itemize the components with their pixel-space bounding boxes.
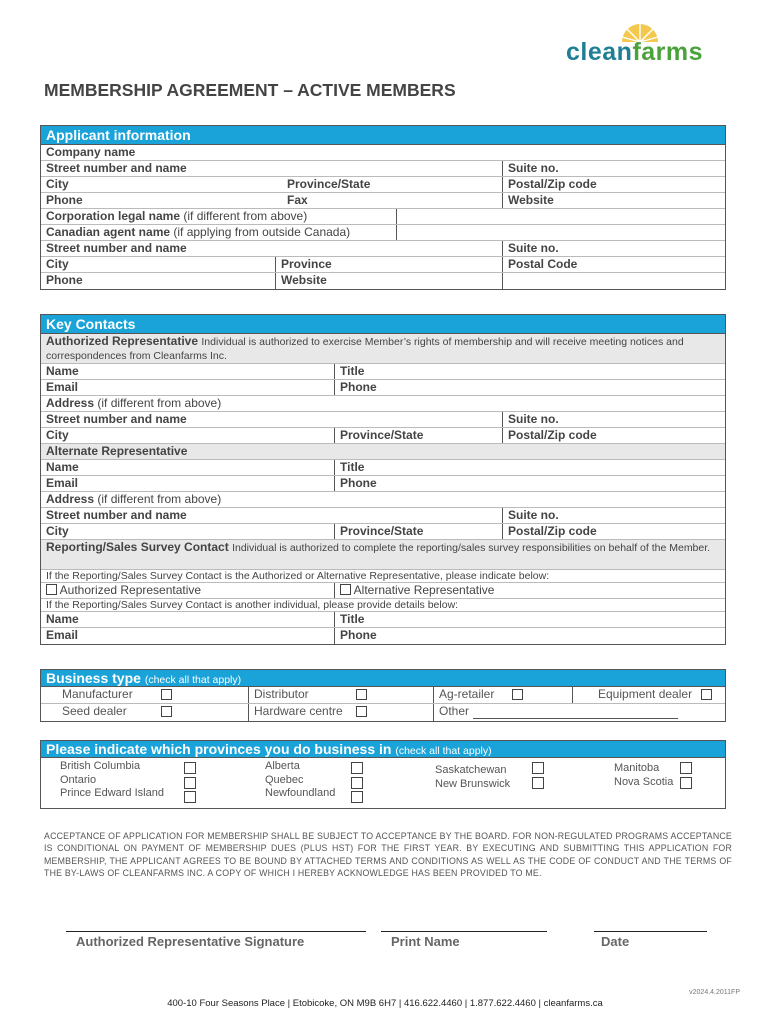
survey-header <box>41 540 725 570</box>
corp-legal-row[interactable] <box>41 209 725 225</box>
print-name-label: Print Name <box>391 934 460 949</box>
website2-field-end <box>502 273 508 289</box>
opt-authorized[interactable]: Authorized Representative <box>41 583 201 598</box>
cdn-agent-label: Canadian agent name (if applying from outside Canada) <box>46 225 351 239</box>
prov-col-4: Manitoba Nova Scotia <box>614 762 674 788</box>
ontario-checkbox[interactable] <box>184 777 196 789</box>
survey-email-row[interactable]: Email Phone <box>46 628 377 642</box>
street-row[interactable] <box>41 161 725 177</box>
auth-rep-header <box>41 334 725 364</box>
survey-options-row <box>41 583 725 599</box>
company-name-row[interactable] <box>41 145 725 161</box>
quebec-checkbox[interactable] <box>351 777 363 789</box>
signature-line[interactable] <box>66 931 366 933</box>
page-title: MEMBERSHIP AGREEMENT – ACTIVE MEMBERS <box>44 80 456 100</box>
prov-col-1: British Columbia Ontario Prince Edward Island <box>60 760 164 799</box>
corp-legal-label: Corporation legal name (if different from above) <box>46 209 308 223</box>
city2-label: City <box>46 257 69 271</box>
city-row[interactable] <box>41 177 725 193</box>
prov-col-2: Alberta Quebec Newfoundland <box>265 760 336 799</box>
cdn-agent-row[interactable] <box>41 225 725 241</box>
seed-dealer-checkbox[interactable] <box>161 706 172 717</box>
key-contacts-section <box>40 314 726 645</box>
survey-name-row[interactable]: Name Title <box>41 612 725 628</box>
auth-rep-desc: Individual is authorized to exercise Member’s rights of membership and will receive meeting notices and correspondences from Cleanfarms Inc. <box>46 336 684 362</box>
survey-label: Reporting/Sales Survey Contact <box>46 540 229 554</box>
prov-col-1-boxes <box>184 762 196 806</box>
alt-email-row[interactable]: Email Phone <box>41 476 725 492</box>
auth-street-row[interactable]: Street number and name Suite no. <box>41 412 725 428</box>
city-label: City <box>46 177 69 191</box>
business-type-heading: Business type (check all that apply) <box>41 670 725 687</box>
footer-address: 400-10 Four Seasons Place | Etobicoke, ON M9B 6H7 | 416.622.4460 | 1.877.622.4460 | cleanfarms.ca <box>167 998 603 1009</box>
date-line[interactable] <box>594 931 707 933</box>
ag-retailer-checkbox[interactable] <box>512 689 523 700</box>
survey-if-other-row: If the Reporting/Sales Survey Contact is another individual, please provide details below: <box>41 599 725 612</box>
phone2-label: Phone <box>46 273 83 287</box>
distributor-checkbox[interactable] <box>356 689 367 700</box>
street2-label: Street number and name <box>46 241 187 255</box>
authorized-rep-checkbox[interactable] <box>46 584 57 595</box>
print-name-line[interactable] <box>381 931 547 933</box>
prov-col-4-boxes <box>680 762 692 791</box>
prov-col-2-boxes <box>351 762 363 806</box>
auth-email-row[interactable]: Email Phone <box>41 380 725 396</box>
auth-name-row[interactable]: Name Title <box>41 364 725 380</box>
newfoundland-checkbox[interactable] <box>351 791 363 803</box>
website-label: Website <box>502 193 554 208</box>
provinces-section <box>40 740 726 809</box>
suite-label: Suite no. <box>502 161 559 176</box>
date-label: Date <box>601 934 630 949</box>
logo-wordmark: cleanfarms <box>566 38 704 66</box>
fax-label: Fax <box>287 193 308 207</box>
business-type-section <box>40 669 726 722</box>
auth-rep-label: Authorized Representative <box>46 334 199 348</box>
provinces-heading: Please indicate which provinces you do business in (check all that apply) <box>41 741 725 758</box>
version-code: v2024.4.2011FP <box>689 989 740 996</box>
cleanfarms-logo <box>566 18 704 66</box>
survey-if-rep-row: If the Reporting/Sales Survey Contact is the Authorized or Alternative Representative, please indicate below: <box>41 570 725 583</box>
phone-row[interactable] <box>41 193 725 209</box>
saskatchewan-checkbox[interactable] <box>532 762 544 774</box>
hardware-centre-checkbox[interactable] <box>356 706 367 717</box>
manitoba-checkbox[interactable] <box>680 762 692 774</box>
phone-label: Phone <box>46 193 83 207</box>
website2-label: Website <box>275 273 327 289</box>
auth-city-row[interactable]: City Province/State Postal/Zip code <box>41 428 725 444</box>
prov-col-3: Saskatchewan New Brunswick <box>435 764 511 790</box>
alt-name-row[interactable]: Name Title <box>41 460 725 476</box>
postal-code2-label: Postal Code <box>502 257 577 272</box>
new-brunswick-checkbox[interactable] <box>532 777 544 789</box>
business-row-1: Manufacturer Distributor Ag-retailer Equipment dealer <box>41 687 725 704</box>
suite2-label: Suite no. <box>502 241 559 256</box>
prov-col-3-boxes <box>532 762 544 791</box>
manufacturer-checkbox[interactable] <box>161 689 172 700</box>
alt-city-row[interactable]: City Province/State Postal/Zip code <box>41 524 725 540</box>
pei-checkbox[interactable] <box>184 791 196 803</box>
other-field[interactable] <box>473 718 678 719</box>
alberta-checkbox[interactable] <box>351 762 363 774</box>
alt-rep-label: Alternate Representative <box>46 444 188 458</box>
acceptance-text: ACCEPTANCE OF APPLICATION FOR MEMBERSHIP SHALL BE SUBJECT TO ACCEPTANCE BY THE BOARD. FOR NON-REGULATED PROGRAMS ACCEPTANCE IS CONDITIONAL ON PAYMENT OF MEMBERSHIP DUES (PLUS HST) FOR THE FIRST YEAR. BY EXECUTING AND SUBMITTING THIS APPLICATION FOR MEMBERSHIP, THE APPLICANT AGREES TO BE BOUND BY ATTACHED TERMS AND CONDITIONS AS WELL AS THE CODE OF CONDUCT AND THE TERMS OF THE BY-LAWS OF CLEANFARMS INC. A COPY OF WHICH I HEREBY ACKNOWLEDGE HAS BEEN PROVIDED TO ME. <box>44 831 732 879</box>
alternative-rep-checkbox[interactable] <box>340 584 351 595</box>
alt-rep-header <box>41 444 725 460</box>
applicant-section <box>40 125 726 290</box>
phone2-row[interactable] <box>41 273 725 289</box>
alt-street-row[interactable]: Street number and name Suite no. <box>41 508 725 524</box>
cdn-agent-field[interactable] <box>396 225 727 240</box>
province2-label: Province <box>275 257 332 272</box>
street2-row[interactable] <box>41 241 725 257</box>
bc-checkbox[interactable] <box>184 762 196 774</box>
province-state-label: Province/State <box>287 177 371 191</box>
equipment-dealer-checkbox[interactable] <box>701 689 712 700</box>
city2-row[interactable] <box>41 257 725 273</box>
key-contacts-heading: Key Contacts <box>41 315 725 334</box>
auth-address-row: Address (if different from above) <box>41 396 725 412</box>
street-label: Street number and name <box>46 161 187 175</box>
company-name-label: Company name <box>46 145 136 159</box>
survey-desc: Individual is authorized to complete the reporting/sales survey responsibilities on behalf of the Member. <box>232 542 711 554</box>
corp-legal-field[interactable] <box>396 209 727 224</box>
signature-label: Authorized Representative Signature <box>76 934 305 949</box>
nova-scotia-checkbox[interactable] <box>680 777 692 789</box>
postal-zip-label: Postal/Zip code <box>502 177 597 192</box>
opt-alternative[interactable]: Alternative Representative <box>334 583 494 598</box>
business-row-2: Seed dealer Hardware centre Other <box>41 704 725 721</box>
applicant-heading: Applicant information <box>41 126 725 145</box>
alt-address-row: Address (if different from above) <box>41 492 725 508</box>
